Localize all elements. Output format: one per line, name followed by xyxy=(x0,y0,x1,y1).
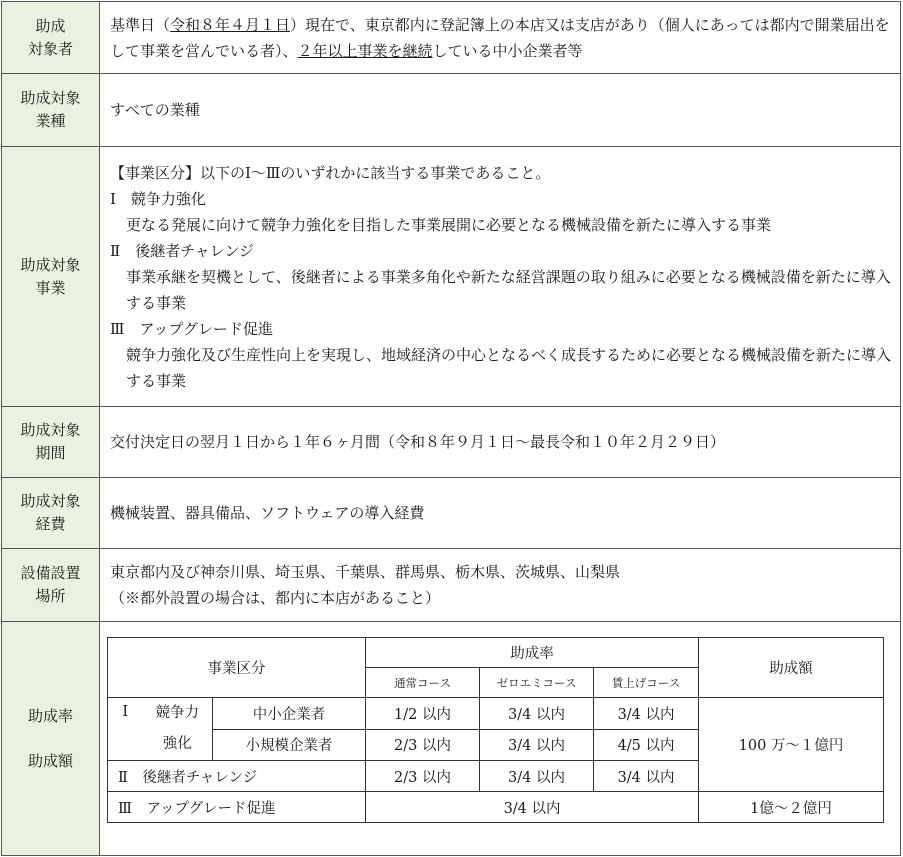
row-expense xyxy=(2,478,901,549)
rate-cell: 3/4 以内 xyxy=(594,698,699,730)
course-standard: 通常コース xyxy=(366,668,480,698)
label-line: 助成 xyxy=(35,16,66,35)
rate-cell: 3/4 以内 xyxy=(480,761,594,792)
label-line: 対象者 xyxy=(27,39,73,58)
header-category: 事業区分 xyxy=(108,638,366,698)
category-3-desc: 競争力強化及び生産性向上を実現し、地域経済の中心となるべく成長するために必要となる機械設備を新たに導入する事業 xyxy=(126,345,892,390)
label-line: 期間 xyxy=(35,444,66,462)
row-industry xyxy=(2,74,901,147)
header-rate: 助成率 xyxy=(366,638,699,668)
label-rate xyxy=(2,622,100,856)
label-line: 助成対象 xyxy=(20,492,81,510)
label-line: 事業 xyxy=(35,278,66,297)
rate-row-4 xyxy=(108,792,884,823)
course-wage-increase: 賃上げコース xyxy=(594,668,699,698)
category-2-desc: 事業承継を契機として、後継者による事業多角化や新たな経営課題の取り組みに必要となる機械設備を新たに導入する事業 xyxy=(126,267,891,312)
label-line: 助成対象 xyxy=(20,255,81,274)
rate-cell: 3/4 以内 xyxy=(594,761,699,792)
label-line: 経費 xyxy=(35,515,66,533)
category-3-name: Ⅲ アップグレード促進 xyxy=(108,792,366,823)
label-expense xyxy=(2,478,100,549)
amount-cat-1-2: 100 万～１億円 xyxy=(699,698,884,792)
underlined-condition: ２年以上事業を継続 xyxy=(297,41,433,60)
label-line: 場所 xyxy=(35,587,66,605)
label-line: 設備設置 xyxy=(20,564,81,582)
value-business xyxy=(100,147,901,407)
category-1-number: Ⅰ xyxy=(108,698,143,761)
underlined-date: 令和８年４月１日 xyxy=(170,15,291,34)
text-part: している中小企業者等 xyxy=(432,41,583,60)
label-line: 助成対象 xyxy=(20,89,81,107)
rate-cell: 2/3 以内 xyxy=(366,729,480,761)
value-target xyxy=(100,2,901,74)
rate-cell: 2/3 以内 xyxy=(366,761,480,792)
size-small-business: 小規模企業者 xyxy=(213,729,366,761)
course-zero-emission: ゼロエミコース xyxy=(480,668,594,698)
rate-cell: 1/2 以内 xyxy=(366,698,480,730)
location-note: （※都外設置の場合は、都内に本店があること） xyxy=(110,589,441,607)
rate-cell: 3/4 以内 xyxy=(480,729,594,761)
rate-cell: 3/4 以内 xyxy=(480,698,594,730)
label-line: 助成対象 xyxy=(20,421,81,439)
subsidy-rate-table xyxy=(107,637,884,823)
row-location xyxy=(2,549,901,622)
category-1-desc: 更なる発展に向けて競争力強化を目指した事業展開に必要となる機械設備を新たに導入する事業 xyxy=(126,215,772,234)
rate-row-1 xyxy=(108,698,884,730)
size-sme: 中小企業者 xyxy=(213,698,366,730)
text-part: ）現在で、東京都内に登記簿上の本店又は支店があり（個人にあっては都内で開業届出をして事業を営んでいる者）、 xyxy=(110,15,890,60)
row-period xyxy=(2,407,901,478)
rate-cell: 4/5 以内 xyxy=(594,729,699,761)
label-target xyxy=(2,2,100,74)
label-line: 助成額 xyxy=(27,751,73,770)
location-prefectures: 東京都内及び神奈川県、埼玉県、千葉県、群馬県、栃木県、茨城県、山梨県 xyxy=(110,563,621,581)
label-period xyxy=(2,407,100,478)
category-2-name: Ⅱ 後継者チャレンジ xyxy=(108,761,366,792)
amount-cat-3: 1億～２億円 xyxy=(699,792,884,823)
rate-header-row xyxy=(108,638,884,668)
rate-cell-merged: 3/4 以内 xyxy=(366,792,699,823)
label-line: 業種 xyxy=(35,112,66,130)
label-business xyxy=(2,147,100,407)
label-industry xyxy=(2,74,100,147)
value-industry: すべての業種 xyxy=(100,74,901,147)
header-amount: 助成額 xyxy=(699,638,884,698)
category-3-title: Ⅲ アップグレード促進 xyxy=(110,319,273,338)
label-line: 助成率 xyxy=(27,706,73,725)
value-expense: 機械装置、器具備品、ソフトウェアの導入経費 xyxy=(100,478,901,549)
value-period: 交付決定日の翌月１日から１年６ヶ月間（令和８年９月１日～最長令和１０年２月２９日） xyxy=(100,407,901,478)
category-1-name-line: 強化 xyxy=(162,736,192,752)
text-part: 基準日（ xyxy=(110,15,171,34)
business-intro: 【事業区分】以下のⅠ～Ⅲのいずれかに該当する事業であること。 xyxy=(110,163,551,182)
category-2-title: Ⅱ 後継者チャレンジ xyxy=(110,241,254,260)
value-location xyxy=(100,549,901,622)
category-1-title: Ⅰ 競争力強化 xyxy=(110,189,206,208)
row-target xyxy=(2,2,901,74)
category-1-name xyxy=(143,698,213,761)
row-business xyxy=(2,147,901,407)
label-location xyxy=(2,549,100,622)
category-1-name-line: 競争力 xyxy=(155,705,199,721)
